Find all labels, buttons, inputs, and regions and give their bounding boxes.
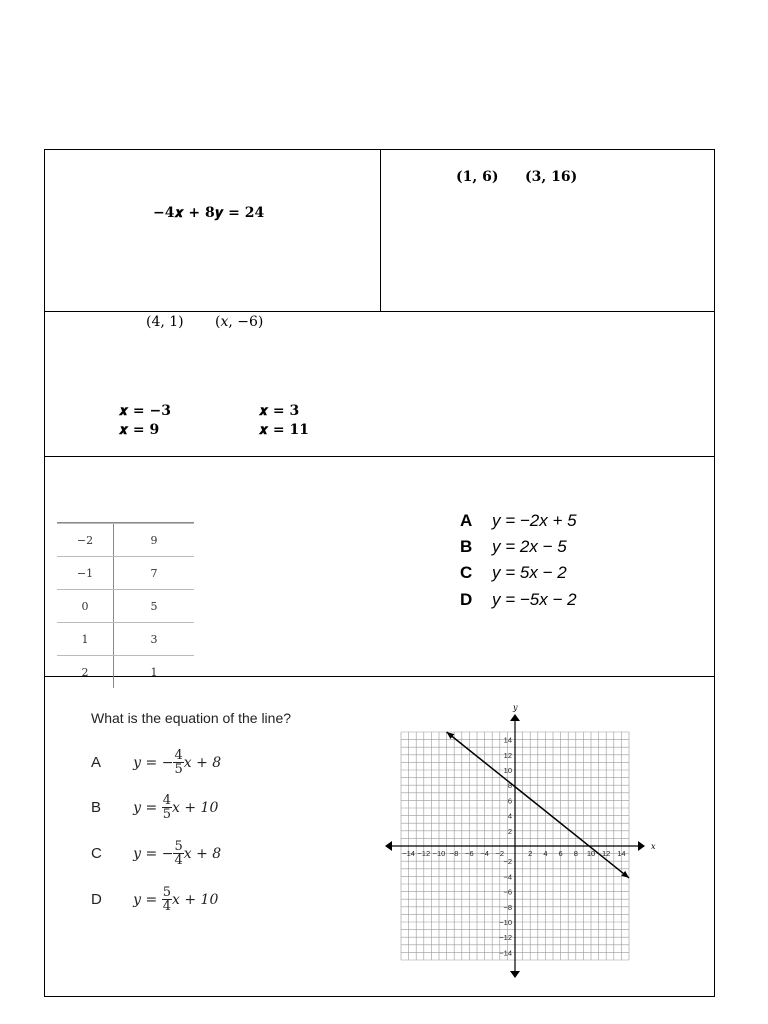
option-b: B y = $\frac{4}{5}$ x + 10 bbox=[91, 793, 219, 822]
table-cell-y: 1 bbox=[150, 665, 158, 679]
point-given: (4, 1) bbox=[146, 314, 184, 330]
x-axis-label: x bbox=[651, 842, 656, 851]
y-tick-label: −6 bbox=[503, 887, 512, 897]
table-cell-x: 0 bbox=[57, 590, 114, 623]
row-1 bbox=[45, 150, 714, 312]
fraction-numerator: 4 bbox=[162, 793, 172, 808]
table-cell-x: −1 bbox=[57, 557, 114, 590]
table-row bbox=[57, 524, 194, 557]
y-axis-arrow bbox=[510, 714, 520, 721]
point-2: (𝟑, 𝟏𝟔) bbox=[525, 169, 578, 185]
option-c: C y = − $\frac{5}{4}$ x + 8 bbox=[91, 839, 222, 868]
choice-equation: y = 2x − 5 bbox=[492, 537, 567, 556]
option-d: D y = $\frac{5}{4}$ x + 10 bbox=[91, 885, 219, 914]
x-tick-label: −10 bbox=[432, 849, 446, 858]
table-cell-y: 5 bbox=[114, 590, 195, 623]
fraction-denominator: 4 bbox=[174, 853, 183, 868]
x-axis-arrow bbox=[638, 841, 645, 851]
x-tick-label: −4 bbox=[480, 849, 489, 858]
column-divider bbox=[380, 150, 381, 311]
y-tick-label: −14 bbox=[499, 948, 512, 958]
option-tail: x + 10 bbox=[172, 799, 219, 816]
choice-x-c: 𝒙 = 9 bbox=[119, 422, 160, 438]
row-2 bbox=[45, 312, 714, 457]
row-3 bbox=[45, 457, 714, 677]
choice-equation: y = −5x − 2 bbox=[492, 590, 577, 609]
option-tail: x + 10 bbox=[172, 891, 219, 908]
y-axis-arrow bbox=[510, 971, 520, 978]
y-tick-label: −8 bbox=[503, 902, 512, 912]
value-table bbox=[57, 522, 194, 688]
choice-d bbox=[460, 590, 577, 610]
option-a: A y = − $\frac{4}{5}$ x + 8 bbox=[91, 748, 222, 777]
option-tail: x + 8 bbox=[183, 845, 222, 862]
table-cell-x: 1 bbox=[57, 623, 114, 656]
table-row bbox=[57, 623, 194, 656]
fraction-numerator: 5 bbox=[174, 839, 183, 854]
row-4 bbox=[45, 677, 714, 997]
table-cell-x: −2 bbox=[57, 524, 114, 557]
choice-equation: y = 5x − 2 bbox=[492, 563, 567, 582]
coordinate-graph bbox=[385, 699, 655, 984]
x-tick-label: 12 bbox=[602, 849, 611, 858]
y-tick-label: 8 bbox=[507, 781, 512, 791]
y-tick-label: −2 bbox=[503, 857, 512, 867]
x-tick-label: 14 bbox=[617, 849, 626, 858]
choice-equation: y = −2x + 5 bbox=[492, 511, 577, 530]
y-tick-label: 4 bbox=[507, 811, 512, 821]
question-text: What is the equation of the line? bbox=[91, 710, 292, 726]
x-tick-label: 10 bbox=[586, 849, 596, 858]
choice-letter: B bbox=[460, 537, 473, 556]
y-tick-label: −4 bbox=[503, 872, 512, 882]
x-tick-label: −8 bbox=[449, 849, 459, 858]
option-letter: C bbox=[91, 844, 102, 862]
x-tick-label: 8 bbox=[573, 849, 578, 858]
table-cell-x: 2 bbox=[57, 656, 114, 689]
x-tick-label: 6 bbox=[558, 849, 563, 858]
option-sign: − bbox=[161, 845, 174, 862]
fraction-denominator: 4 bbox=[162, 899, 172, 914]
x-tick-label: 2 bbox=[528, 849, 533, 858]
fraction-numerator: 5 bbox=[162, 885, 172, 900]
worksheet-grid bbox=[44, 149, 715, 997]
point-1: (𝟏, 𝟔) bbox=[456, 169, 499, 185]
fraction-denominator: 5 bbox=[162, 807, 172, 822]
choice-a bbox=[460, 511, 577, 531]
option-tail: x + 8 bbox=[183, 754, 222, 771]
choice-x-b: 𝒙 = 3 bbox=[259, 403, 300, 419]
table-row bbox=[57, 590, 194, 623]
x-axis-arrow bbox=[385, 841, 392, 851]
choice-letter: C bbox=[460, 563, 473, 582]
y-tick-label: 10 bbox=[503, 766, 512, 775]
x-tick-label: 4 bbox=[543, 849, 548, 858]
choice-x-d: 𝒙 = 11 bbox=[259, 422, 309, 438]
y-tick-label: 12 bbox=[503, 750, 512, 760]
y-tick-label: −12 bbox=[499, 933, 512, 943]
fraction bbox=[162, 886, 172, 913]
fraction bbox=[162, 794, 172, 821]
table-cell-y: 7 bbox=[114, 557, 195, 590]
fraction-numerator: 4 bbox=[174, 748, 183, 763]
choice-letter: A bbox=[460, 511, 473, 530]
fraction bbox=[173, 840, 183, 867]
x-tick-label: −14 bbox=[402, 849, 415, 858]
table-cell-y: 3 bbox=[114, 623, 195, 656]
y-tick-label: 6 bbox=[507, 796, 512, 806]
standard-form-equation: −4𝒙 + 8𝒚 = 24 bbox=[153, 205, 265, 221]
y-axis-label: y bbox=[513, 703, 518, 712]
x-tick-label: −12 bbox=[417, 849, 431, 858]
table-row bbox=[57, 557, 194, 590]
choice-c bbox=[460, 563, 567, 583]
option-sign: − bbox=[161, 754, 174, 771]
option-letter: B bbox=[91, 798, 102, 816]
option-letter: A bbox=[91, 753, 102, 771]
fraction-denominator: 5 bbox=[174, 762, 183, 777]
table-cell-y: 9 bbox=[114, 524, 195, 557]
x-tick-label: −6 bbox=[465, 849, 474, 858]
y-tick-label: 2 bbox=[507, 826, 512, 836]
y-tick-label: 14 bbox=[503, 735, 512, 745]
choice-letter: D bbox=[460, 590, 473, 609]
x-tick-label: −2 bbox=[495, 849, 505, 858]
choice-x-a: 𝒙 = −3 bbox=[119, 403, 171, 419]
choice-b bbox=[460, 537, 567, 557]
fraction bbox=[173, 749, 183, 776]
y-tick-label: −10 bbox=[499, 918, 512, 927]
point-unknown: (𝑥, −6) bbox=[215, 314, 264, 330]
option-letter: D bbox=[91, 890, 102, 908]
